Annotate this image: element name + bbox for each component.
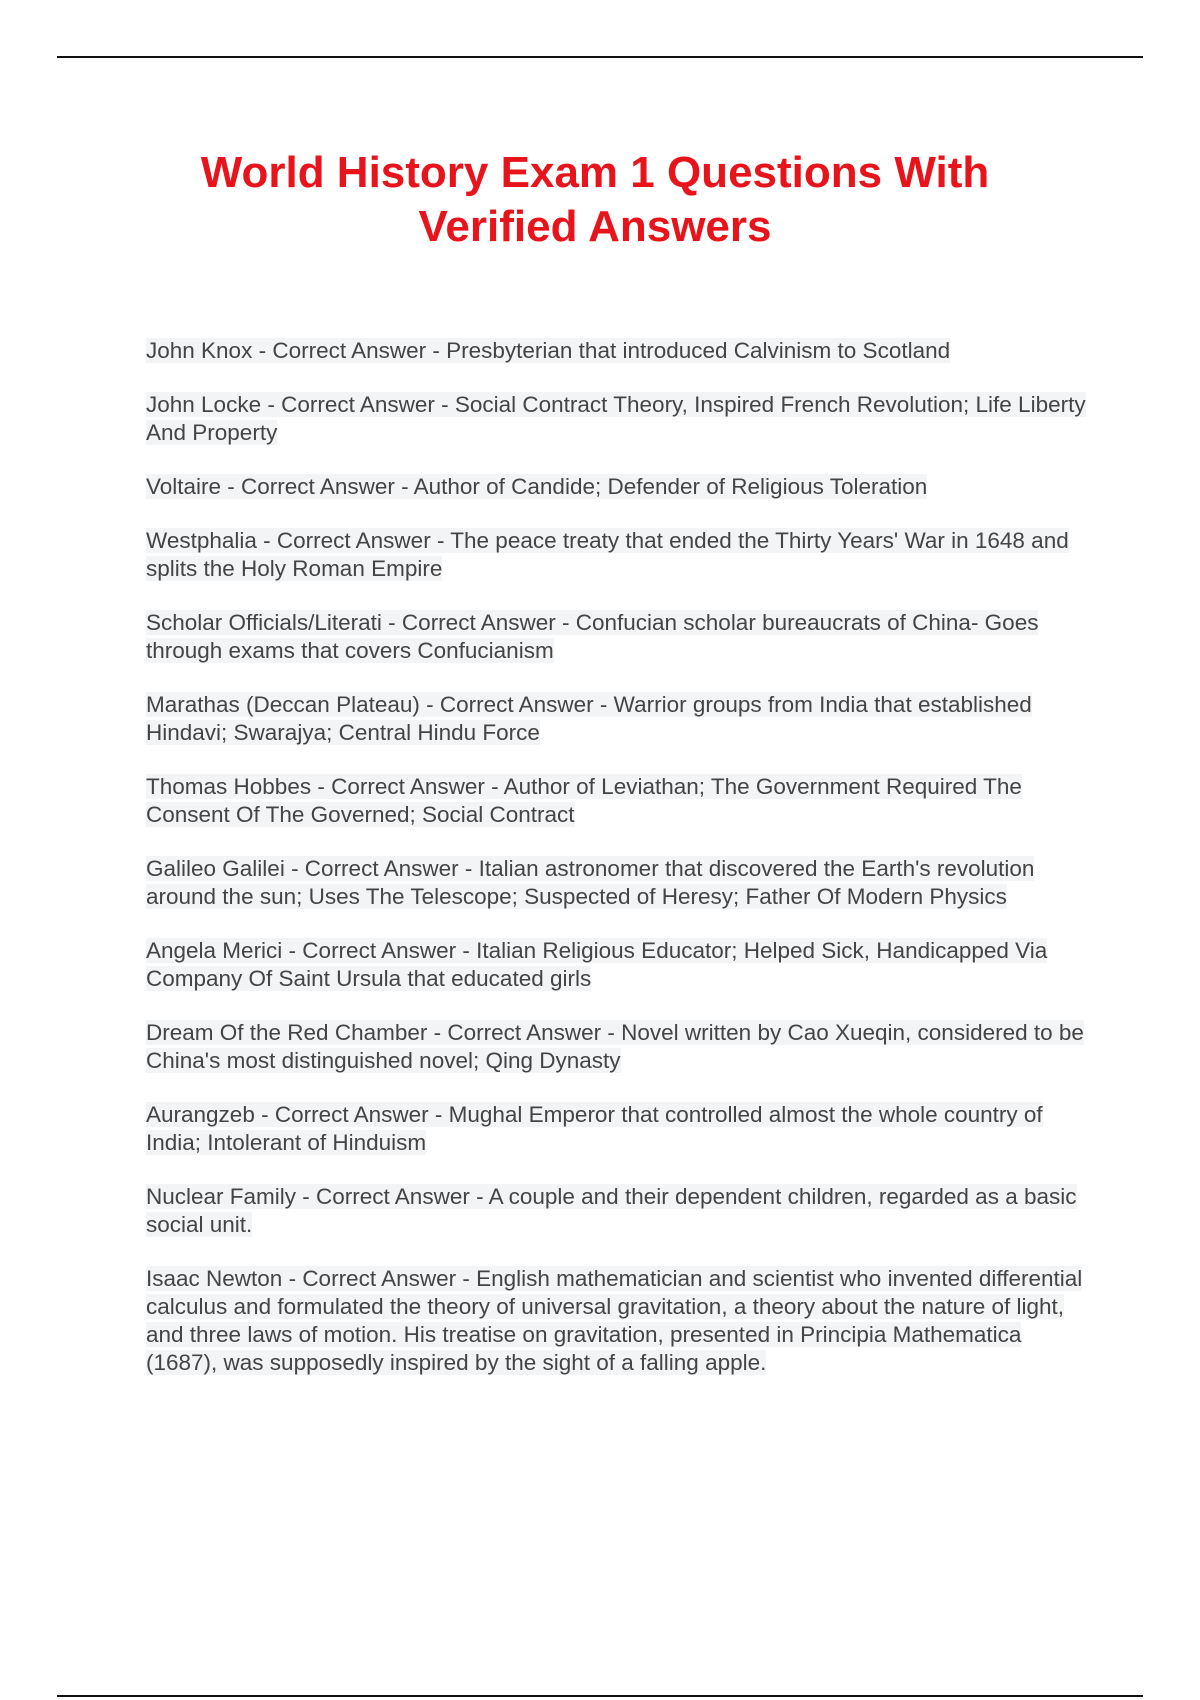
entry-text: Aurangzeb - Correct Answer - Mughal Emperor that controlled almost the whole country of India; Intolerant of Hinduism xyxy=(146,1102,1043,1155)
list-item xyxy=(146,391,1096,447)
entry-text: Angela Merici - Correct Answer - Italian Religious Educator; Helped Sick, Handicapped Via Company Of Saint Ursula that educated girls xyxy=(146,938,1048,991)
entry-text: Isaac Newton - Correct Answer - English mathematician and scientist who invented differential calculus and formulated the theory of universal gravitation, a theory about the nature of light, and three laws of motion. His treatise on gravitation, presented in Principia Mathematica (1687), was supposedly inspired by the sight of a falling apple. xyxy=(146,1266,1083,1375)
list-item xyxy=(146,937,1096,993)
entry-text: John Knox - Correct Answer - Presbyterian that introduced Calvinism to Scotland xyxy=(146,338,951,363)
list-item xyxy=(146,1265,1096,1377)
list-item xyxy=(146,691,1096,747)
entry-text: John Locke - Correct Answer - Social Contract Theory, Inspired French Revolution; Life Liberty And Property xyxy=(146,392,1086,445)
entry-text: Thomas Hobbes - Correct Answer - Author of Leviathan; The Government Required The Consent Of The Governed; Social Contract xyxy=(146,774,1022,827)
list-item xyxy=(146,473,1096,501)
bottom-divider xyxy=(57,1695,1143,1697)
page-title: World History Exam 1 Questions With Verified Answers xyxy=(200,148,990,251)
list-item xyxy=(146,855,1096,911)
list-item xyxy=(146,1019,1096,1075)
list-item xyxy=(146,1183,1096,1239)
entry-text: Scholar Officials/Literati - Correct Answer - Confucian scholar bureaucrats of China- Goes through exams that covers Confucianism xyxy=(146,610,1039,663)
list-item xyxy=(146,773,1096,829)
list-item xyxy=(146,527,1096,583)
entry-text: Dream Of the Red Chamber - Correct Answer - Novel written by Cao Xueqin, considered to be China's most distinguished novel; Qing Dynasty xyxy=(146,1020,1084,1073)
entry-text: Marathas (Deccan Plateau) - Correct Answer - Warrior groups from India that established Hindavi; Swarajya; Central Hindu Force xyxy=(146,692,1032,745)
list-item xyxy=(146,609,1096,665)
entry-text: Voltaire - Correct Answer - Author of Candide; Defender of Religious Toleration xyxy=(146,474,928,499)
list-item xyxy=(146,337,1096,365)
entry-text: Galileo Galilei - Correct Answer - Italian astronomer that discovered the Earth's revolution around the sun; Uses The Telescope; Suspected of Heresy; Father Of Modern Physics xyxy=(146,856,1035,909)
qa-list xyxy=(146,337,1096,1403)
list-item xyxy=(146,1101,1096,1157)
entry-text: Westphalia - Correct Answer - The peace treaty that ended the Thirty Years' War in 1648 and splits the Holy Roman Empire xyxy=(146,528,1069,581)
top-divider xyxy=(57,56,1143,58)
entry-text: Nuclear Family - Correct Answer - A couple and their dependent children, regarded as a basic social unit. xyxy=(146,1184,1077,1237)
